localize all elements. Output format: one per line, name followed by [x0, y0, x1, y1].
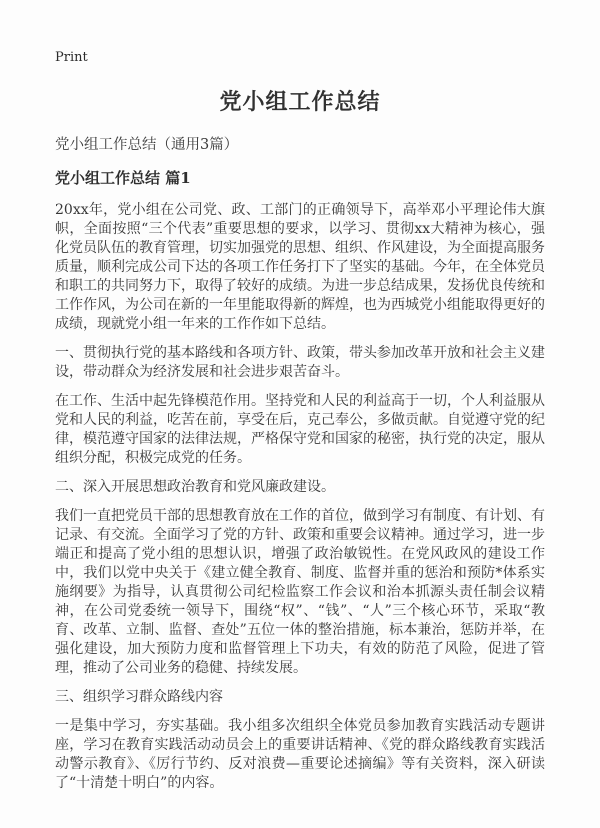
paragraph-section-1-body: 在工作、生活中起先锋模范作用。坚持党和人民的利益高于一切，个人利益服从党和人民的利益，吃苦在前，享受在后，克己奉公，多做贡献。自觉遵守党的纪律，模范遵守国家的法律法规，严格保守党和国家的秘密，执行党的决定，服从组织分配，积极完成党的任务。: [55, 393, 545, 466]
paragraph-section-3: 三、组织学习群众路线内容: [55, 689, 223, 705]
paragraph-section-1: 一、贯彻执行党的基本路线和各项方针、政策，带头参加改革开放和社会主义建设，带动群众为经济发展和社会进步艰苦奋斗。: [55, 345, 545, 380]
paragraph-section-2-body: 我们一直把党员干部的思想教育放在工作的首位，做到学习有制度、有计划、有记录、有交流。全面学习了党的方针、政策和重要会议精神。通过学习，进一步端正和提高了党小组的思想认识，增强了政治敏锐性。在党风政风的建设工作中，我们以党中央关于《建立健全教育、制度、监督并重的惩治和预防*体系实施纲要》为指导，认真贯彻公司纪检监察工作会议和治本抓源头责任制会议精神，在公司党委统一领导下，围绕“权”、“钱”、“人”三个核心环节，采取“教育、改革、立制、监督、查处”五位一体的整治措施，标本兼治，惩防并举，在强化建设，加大预防力度和监督管理上下功夫，有效的防范了风险，促进了管理，推动了公司业务的稳健、持续发展。: [55, 508, 545, 676]
paragraph-section-2: 二、深入开展思想政治教育和党风廉政建设。: [55, 479, 335, 495]
paragraph-intro: 20xx年，党小组在公司党、政、工部门的正确领导下，高举邓小平理论伟大旗帜，全面按照“三个代表”重要思想的要求，以学习、贯彻xx大精神为核心，强化党员队伍的教育管理，切实加强党的思想、组织、作风建设，为全面提高服务质量，顺利完成公司下达的各项工作任务打下了坚实的基础。今年，在全体党员和职工的共同努力下，取得了较好的成绩。为进一步总结成果，发扬优良传统和工作作风，为公司在新的一年里能取得新的辉煌，也为西城党小组能取得更好的成绩，现就党小组一年来的工作作如下总结。: [55, 202, 545, 332]
print-link[interactable]: Print: [55, 50, 88, 65]
paragraph-section-3-body: 一是集中学习，夯实基础。我小组多次组织全体党员参加教育实践活动专题讲座，学习在教育实践活动动员会上的重要讲话精神、《党的群众路线教育实践活动警示教育》、《厉行节约、反对浪费—重要论述摘编》等有关资料，深入研读了“十清楚十明白”的内容。: [55, 718, 545, 791]
document-title: 党小组工作总结: [219, 89, 381, 115]
print-row: [55, 46, 545, 65]
document-subtitle: 党小组工作总结（通用3篇）: [55, 137, 239, 153]
article-heading: 党小组工作总结 篇1: [55, 169, 191, 187]
